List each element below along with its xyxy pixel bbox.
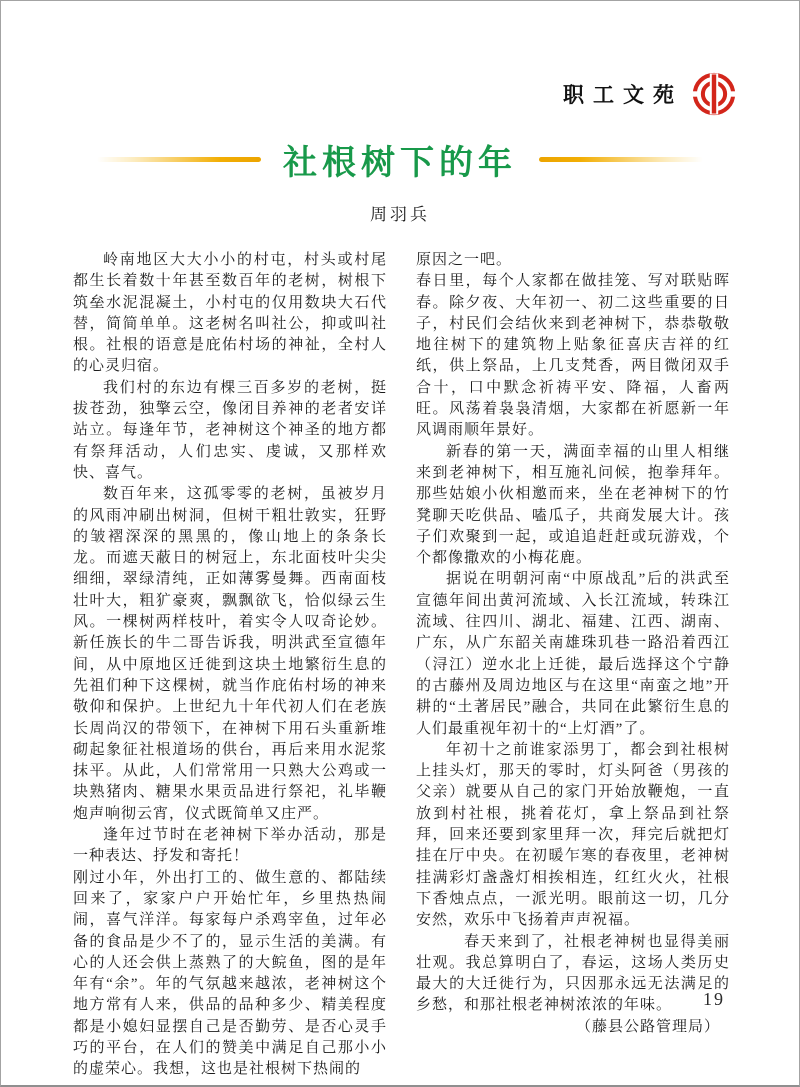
article-column-right	[416, 250, 730, 1081]
article-body	[73, 250, 730, 1081]
article-paragraph: 春日里，每个人家都在做挂笼、写对联贴晖春。除夕夜、大年初一、初二这些重要的日子，村民们会结伙来到老神树下，恭恭敬敬地往树下的建筑物上贴象征喜庆吉祥的红纸，供上祭品，上几支梵香，两目微闭双手合十，口中默念祈祷平安、降福，人畜两旺。风荡着袅袅清烟，大家都在祈愿新一年风调雨顺年景好。	[416, 273, 730, 439]
article-paragraph: 据说在明朝河南“中原战乱”后的洪武至宣德年间出黄河流域、入长江流域，转珠江流域、往四川、湖北、福建、江西、湖南、广东，从广东韶关南雄珠玑巷一路沿着西江（浔江）逆水北上迁徙，最后选择这个宁静的古藤州及周边地区与在这里“南蛮之地”开耕的“土著居民”融合，共同在此繁衍生息的人们最重视年初十的“上灯酒”了。	[416, 571, 730, 737]
page-number: 19	[703, 989, 725, 1009]
article-paragraph: 岭南地区大大小小的村屯，村头或村尾都生长着数十年甚至数百年的老树，树根下筑垒水泥混凝土，小村屯的仅用数块大石代替，简简单单。这老树名叫社公，抑或叫社根。社根的语意是庇佑村场的神祉，全村人的心灵归宿。	[73, 252, 387, 375]
article-paragraph: 我们村的东边有棵三百多岁的老树，挺拔苍劲，独擎云空，像闭目养神的老者安详站立。每逢年节，老神树这个神圣的地方都有祭拜活动，人们忠实、虔诚，又那样欢快、喜气。	[73, 379, 387, 481]
article-paragraph: 春天来到了，社根老神树也显得美丽壮观。我总算明白了，春运，这场人类历史最大的大迁徙行为，只因那永远无法满足的乡愁，和那社根老神树浓浓的年味。	[416, 933, 730, 1014]
article-column-left	[73, 250, 387, 1081]
article-paragraph: 数百年来，这孤零零的老树，虽被岁月的风雨冲刷出树洞，但树干粗壮敦实，狂野的皱褶深深的黑黑的，像山地上的条条长龙。而遮天蔽日的树冠上，东北面枝叶尖尖细细，翠绿清纯，正如薄雾曼舞。西南面枝壮叶大，粗犷豪爽，飘飘欲飞，恰似绿云生风。一棵树两样枝叶，着实令人叹奇论妙。新任族长的牛二哥告诉我，明洪武至宣德年间，从中原地区迁徙到这块土地繁衍生息的先祖们种下这棵树，就当作庇佑村场的神来敬仰和保护。上世纪九十年代初人们在老族长周尚汉的带领下，在神树下用石头重新堆砌起象征社根道场的供台，再后来用水泥浆抹平。从此，人们常常用一只熟大公鸡或一块熟猪肉、糖果水果贡品进行祭祀，礼毕鞭炮声响彻云宵，仪式既简单又庄严。	[73, 486, 387, 822]
article-title-row	[1, 135, 799, 184]
author-affiliation: （藤县公路管理局）	[575, 1018, 720, 1035]
section-label: 职工文苑	[563, 84, 683, 107]
article-paragraph: 刚过小年，外出打工的、做生意的、都陆续回来了，家家户户开始忙年，乡里热热闹闹，喜气洋洋。每家每户杀鸡宰鱼，过年必备的食品是少不了的，显示生活的美满。有心的人还会供上蒸熟了的大鲩鱼，图的是年年有“余”。年的气氛越来越浓，老神树这个地方常有人来，供品的品种多少、精美程度都是小媳妇显摆自己是否勤劳、是否心灵手巧的平台，在人们的赞美中满足自己那小小的虚荣心。我想，这也是社根树下热闹的	[73, 869, 387, 1078]
article-paragraph: 逢年过节时在老神树下举办活动，那是一种表达、抒发和寄托！	[73, 827, 387, 865]
title-rule-left	[97, 157, 261, 162]
article-title: 社根树下的年	[283, 144, 517, 182]
title-rule-right	[539, 157, 703, 162]
article-paragraph: 年初十之前谁家添男丁，都会到社根树上挂头灯，那天的零时，灯头阿爸（男孩的父亲）就要从自己的家门开始放鞭炮，一直放到村社根，挑着花灯，拿上祭品到社祭拜，回来还要到家里拜一次，拜完后就把灯挂在厅中央。在初暖乍寒的春夜里，老神树挂满彩灯盏盏灯相挨相连，红红火火，社根下香烛点点，一派光明。眼前这一切，几分安然，欢乐中飞扬着声声祝福。	[416, 741, 730, 929]
author-name: 周羽兵	[370, 205, 430, 224]
masthead	[563, 71, 737, 117]
article-paragraph: 新春的第一天，满面幸福的山里人相继来到老神树下，相互施礼问候，抱拳拜年。那些姑娘小伙相邀而来，坐在老神树下的竹凳聊天吃供品、嗑瓜子，共商发展大计。孩子们欢聚到一起，或追追赶赶或玩游戏，个个都像撒欢的小梅花鹿。	[416, 443, 730, 567]
article-paragraph: 原因之一吧。	[416, 252, 513, 268]
union-emblem-logo-icon	[691, 71, 737, 117]
